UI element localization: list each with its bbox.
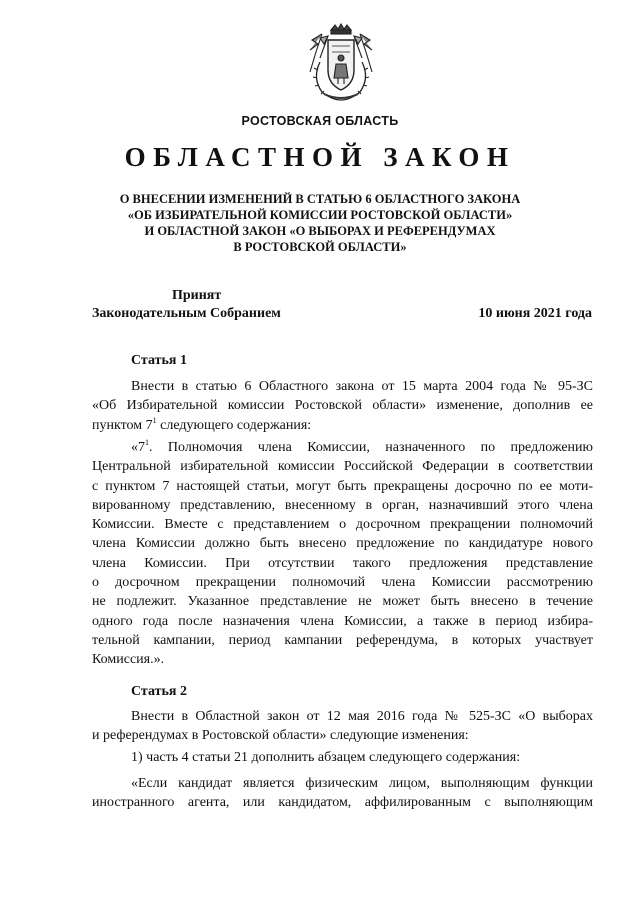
paragraph-text: следующего содержания: (156, 417, 312, 433)
article-2-intro (92, 707, 593, 746)
paragraph-text: «7 (131, 440, 145, 455)
law-subject-heading (90, 191, 550, 255)
paragraph-line: Комиссии. Вместе с представлением о досрочном прекращении полномочий (92, 517, 593, 533)
paragraph-line: вированному представлению, внесенному в орган, назначивший этого члена (92, 497, 593, 513)
paragraph-line: о досрочном прекращении полномочий члена Комиссии рассмотрению (92, 575, 593, 591)
subject-line: И ОБЛАСТНОЙ ЗАКОН «О ВЫБОРАХ И РЕФЕРЕНДУМАХ (144, 224, 496, 238)
article-1-heading: Статья 1 (131, 353, 187, 368)
article-2-heading: Статья 2 (131, 684, 187, 699)
region-name: РОСТОВСКАЯ ОБЛАСТЬ (241, 114, 399, 128)
paragraph-line (92, 416, 593, 435)
article-2-quoted-clause (92, 774, 593, 813)
paragraph-line: одного года после назначения члена Комиссии, а также в период избира- (92, 613, 593, 629)
paragraph-line: тельной кампании, период кампании референдума, в которых участвует (92, 632, 593, 648)
adoption-date: 10 июня 2021 года (478, 306, 592, 321)
paragraph-line: «Если кандидат является физическим лицом, выполняющим функции (131, 776, 593, 791)
paragraph-line: члена Комиссии. При отсутствии такого предложения представление (92, 555, 593, 571)
article-1-quoted-clause (92, 438, 593, 670)
article-2-item-1 (92, 748, 593, 767)
paragraph-text: пунктом 7 (92, 417, 153, 433)
paragraph-line: и референдумах в Ростовской области» следующие изменения: (92, 728, 469, 744)
document-title: ОБЛАСТНОЙ ЗАКОН (124, 142, 516, 172)
subject-line: О ВНЕСЕНИИ ИЗМЕНЕНИЙ В СТАТЬЮ 6 ОБЛАСТНОГО ЗАКОНА (119, 192, 521, 206)
paragraph-line: с пунктом 7 настоящей статьи, могут быть прекращены досрочно по ее моти- (92, 478, 593, 494)
superscript: 1 (152, 415, 157, 425)
adoption-label: Принят (172, 288, 222, 303)
paragraph-line: члена Комиссии должно быть внесено предложение по кандидатуре нового (92, 536, 593, 552)
article-1-intro (92, 377, 593, 435)
superscript: 1 (145, 438, 149, 447)
paragraph-line: Внести в Областной закон от 12 мая 2016 года № 525-ЗС «О выборах (131, 709, 593, 724)
paragraph-line: не подлежит. Указанное представление не может быть внесено в течение (92, 594, 593, 610)
paragraph-line: иностранного агента, или кандидатом, аффилированным с выполняющим (92, 795, 593, 811)
paragraph-line: Комиссия.». (92, 652, 165, 668)
paragraph-line: Центральной избирательной комиссии Российской Федерации в соответствии (92, 459, 593, 475)
paragraph-line (92, 438, 593, 457)
subject-line: «ОБ ИЗБИРАТЕЛЬНОЙ КОМИССИИ РОСТОВСКОЙ ОБЛАСТИ» (127, 208, 513, 222)
adoption-body: Законодательным Собранием (92, 306, 281, 321)
paragraph-line: Внести в статью 6 Областного закона от 15 марта 2004 года № 95-ЗС (131, 379, 593, 394)
paragraph-line: «Об Избирательной комиссии Ростовской области» изменение, дополнив ее (92, 398, 593, 414)
adoption-authority (92, 287, 281, 323)
subject-line: В РОСТОВСКОЙ ОБЛАСТИ» (233, 240, 407, 254)
paragraph-text: . Полномочия члена Комиссии, назначенного по предложению (149, 440, 593, 455)
paragraph-line: 1) часть 4 статьи 21 дополнить абзацем следующего содержания: (131, 750, 521, 765)
coat-of-arms-emblem (302, 22, 380, 104)
